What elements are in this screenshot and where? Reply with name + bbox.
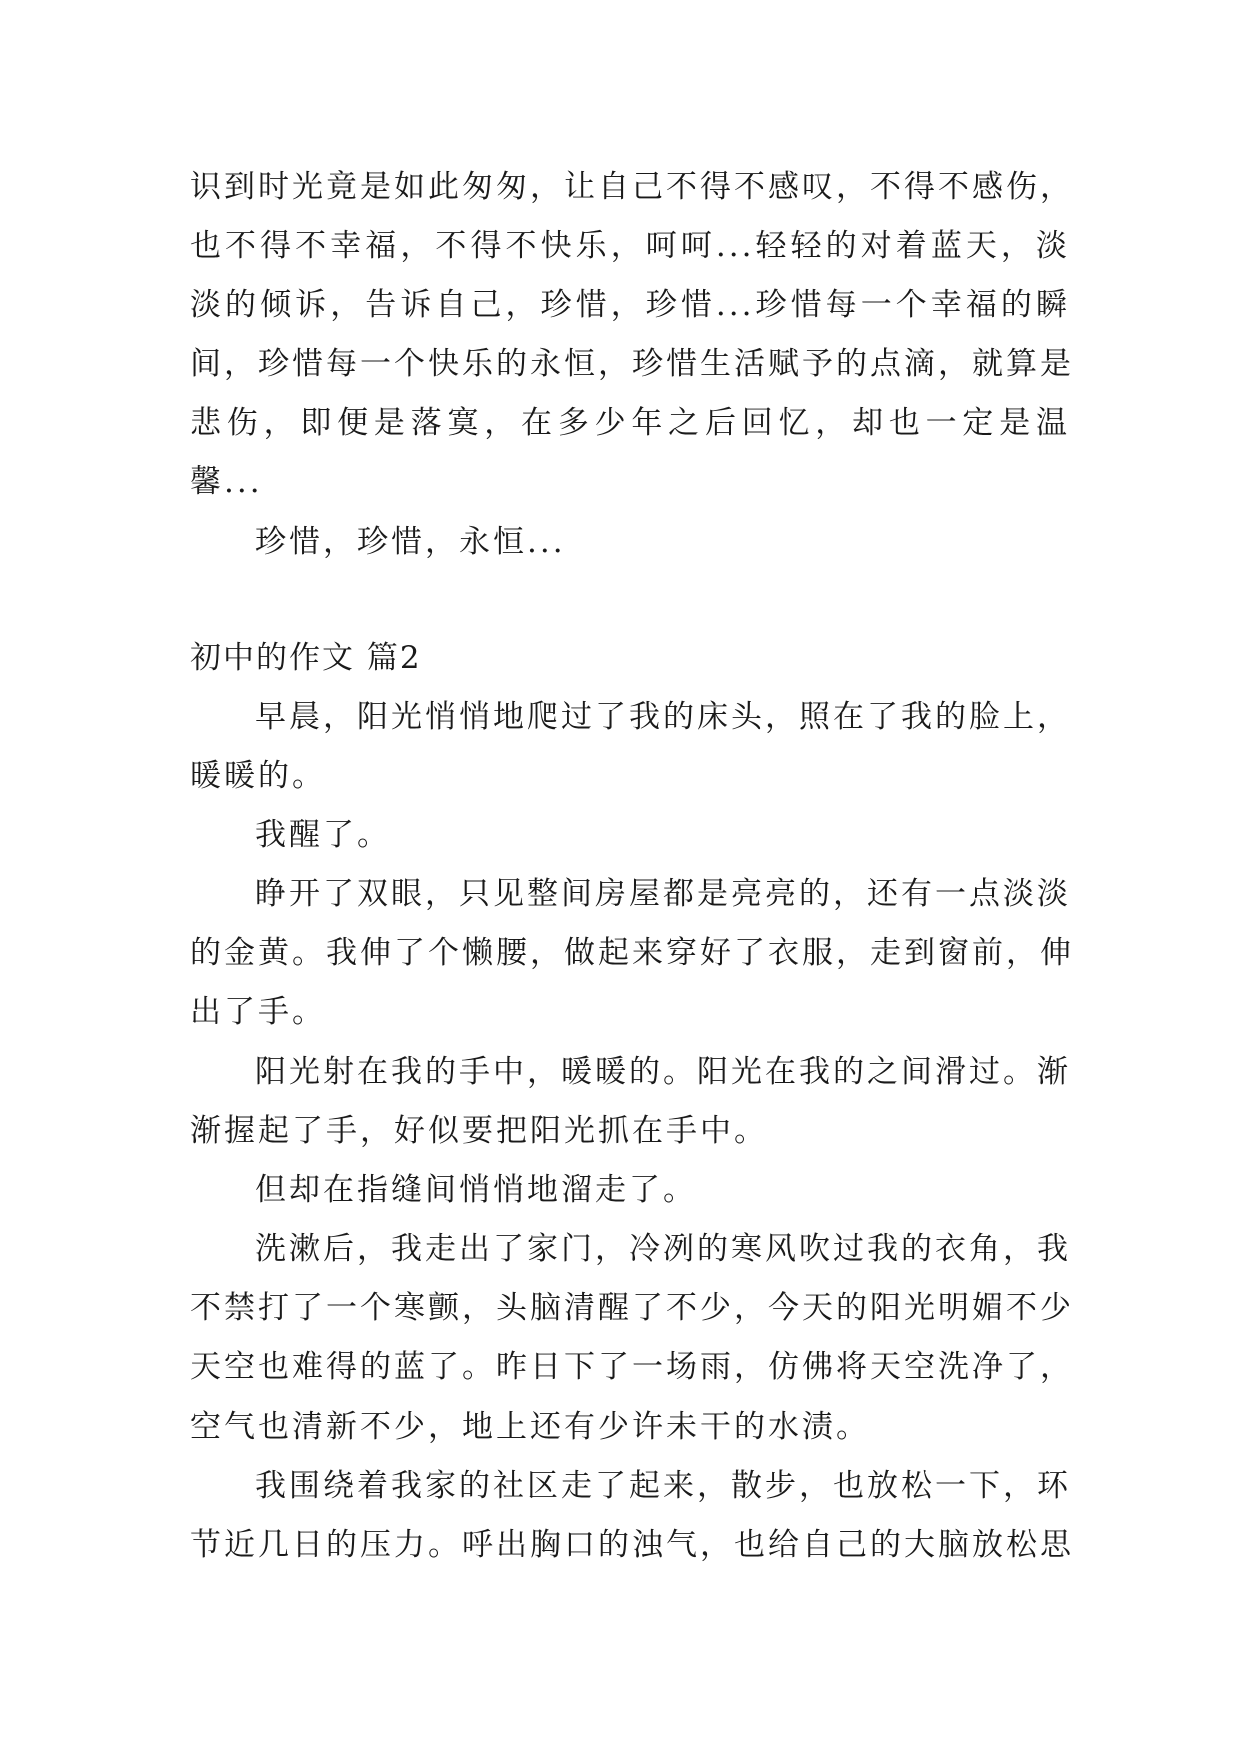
text-line: 节近几日的压力。呼出胸口的浊气，也给自己的大脑放松思 <box>190 1527 1074 1563</box>
text-line: 馨... <box>190 464 263 500</box>
text-line: 渐握起了手，好似要把阳光抓在手中。 <box>190 1113 768 1149</box>
paragraph-first-line: 但却在指缝间悄悄地溜走了。 <box>255 1172 697 1208</box>
text-line: 淡的倾诉，告诉自己，珍惜，珍惜...珍惜每一个幸福的瞬 <box>190 287 1070 323</box>
text-line: 空气也清新不少，地上还有少许未干的水渍。 <box>190 1409 870 1445</box>
paragraph-first-line: 洗漱后，我走出了家门，冷冽的寒风吹过我的衣角，我 <box>255 1231 1071 1267</box>
text-line: 出了手。 <box>190 994 326 1030</box>
text-line: 悲伤，即便是落寞，在多少年之后回忆，却也一定是温 <box>190 405 1070 441</box>
text-line: 识到时光竟是如此匆匆，让自己不得不感叹，不得不感伤， <box>190 169 1074 205</box>
paragraph-first-line: 珍惜，珍惜，永恒... <box>255 524 566 560</box>
paragraph-first-line: 我围绕着我家的社区走了起来，散步，也放松一下，环 <box>255 1468 1071 1504</box>
paragraph-first-line: 我醒了。 <box>255 817 391 853</box>
paragraph-first-line: 早晨，阳光悄悄地爬过了我的床头，照在了我的脸上， <box>255 699 1071 735</box>
text-line: 不禁打了一个寒颤，头脑清醒了不少，今天的阳光明媚不少 <box>190 1290 1074 1326</box>
text-line: 暖暖的。 <box>190 758 326 794</box>
text-line: 的金黄。我伸了个懒腰，做起来穿好了衣服，走到窗前，伸 <box>190 935 1074 971</box>
paragraph-first-line: 睁开了双眼，只见整间房屋都是亮亮的，还有一点淡淡 <box>255 876 1071 912</box>
text-line: 也不得不幸福，不得不快乐，呵呵...轻轻的对着蓝天，淡 <box>190 228 1070 264</box>
text-line: 间，珍惜每一个快乐的永恒，珍惜生活赋予的点滴，就算是 <box>190 346 1074 382</box>
text-line: 天空也难得的蓝了。昨日下了一场雨，仿佛将天空洗净了， <box>190 1349 1074 1385</box>
paragraph-first-line: 阳光射在我的手中，暖暖的。阳光在我的之间滑过。渐 <box>255 1054 1071 1090</box>
section-heading: 初中的作文 篇2 <box>190 640 422 676</box>
